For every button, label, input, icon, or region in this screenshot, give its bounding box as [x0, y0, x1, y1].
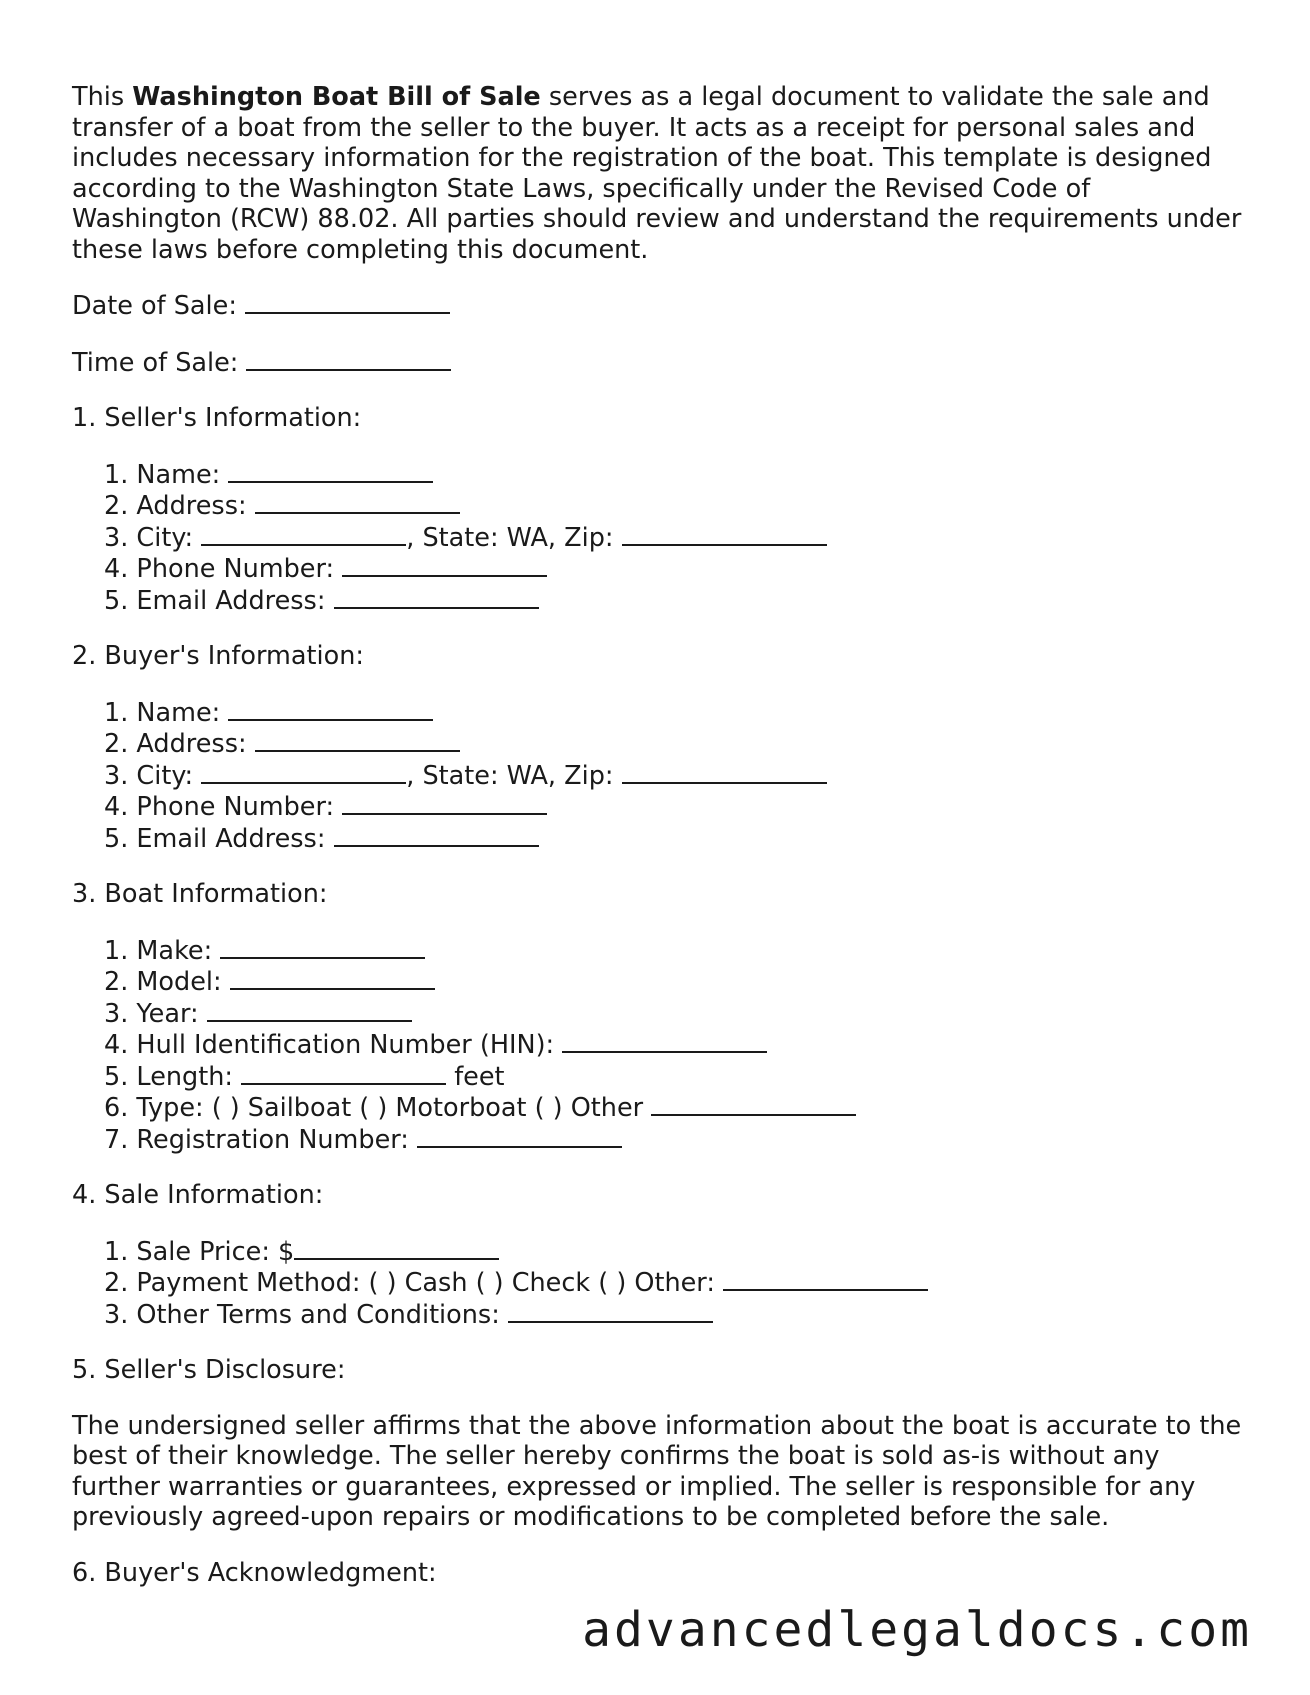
boat-type-row: [104, 1092, 1242, 1124]
sale-payment-label: 2. Payment Method: ( ) Cash ( ) Check ( ) Other:: [104, 1268, 715, 1298]
seller-name-label: 1. Name:: [104, 459, 221, 490]
seller-state-zip-label: , State: WA, Zip:: [406, 522, 614, 553]
buyer-city-row: [104, 760, 1242, 792]
boat-registration-label: 7. Registration Number:: [104, 1124, 409, 1155]
boat-make-row: [104, 935, 1242, 967]
boat-year-label: 3. Year:: [104, 998, 199, 1029]
buyer-phone-row: [104, 791, 1242, 823]
buyer-address-label: 2. Address:: [104, 729, 247, 759]
time-of-sale-field[interactable]: [246, 347, 451, 371]
time-of-sale-row: [72, 347, 1242, 379]
seller-address-label: 2. Address:: [104, 491, 247, 521]
disclosure-text: The undersigned seller affirms that the above information about the boat is accurate to the best of their knowledge. The seller hereby confirms the boat is sold as-is without any further warranties or guarantees, expressed or implied. The seller is responsible for any previously agreed-upon repairs or modifications to be completed before the sale.: [72, 1410, 1242, 1532]
seller-fields: [104, 459, 1242, 617]
acknowledgment-heading: 6. Buyer's Acknowledgment:: [72, 1557, 437, 1588]
boat-hin-row: [104, 1029, 1242, 1061]
seller-email-field[interactable]: [334, 585, 539, 609]
seller-zip-field[interactable]: [622, 522, 827, 546]
seller-phone-label: 4. Phone Number:: [104, 554, 335, 584]
sale-price-field[interactable]: [294, 1236, 499, 1260]
disclosure-heading: 5. Seller's Disclosure:: [72, 1355, 346, 1385]
buyer-fields: [104, 697, 1242, 855]
boat-model-row: [104, 966, 1242, 998]
boat-length-field[interactable]: [241, 1061, 446, 1085]
seller-city-row: [104, 522, 1242, 554]
sale-fields: [104, 1236, 1242, 1331]
boat-registration-field[interactable]: [417, 1124, 622, 1148]
date-of-sale-label: Date of Sale:: [72, 291, 237, 321]
sale-payment-row: [104, 1267, 1242, 1299]
boat-hin-label: 4. Hull Identification Number (HIN):: [104, 1030, 555, 1060]
document-page: [72, 82, 1242, 1613]
boat-model-field[interactable]: [230, 966, 435, 990]
sale-price-label: 1. Sale Price: $: [104, 1236, 295, 1267]
sale-terms-row: [104, 1299, 1242, 1331]
sale-price-row: [104, 1236, 1242, 1268]
buyer-name-field[interactable]: [228, 697, 433, 721]
buyer-heading: 2. Buyer's Information:: [72, 641, 364, 671]
buyer-email-field[interactable]: [334, 823, 539, 847]
boat-type-label: 6. Type: ( ) Sailboat ( ) Motorboat ( ) Other: [104, 1093, 644, 1123]
intro-prefix: This: [72, 82, 133, 112]
boat-year-row: [104, 998, 1242, 1030]
date-of-sale-field[interactable]: [245, 290, 450, 314]
boat-fields: [104, 935, 1242, 1156]
boat-make-label: 1. Make:: [104, 935, 213, 966]
sale-terms-label: 3. Other Terms and Conditions:: [104, 1299, 500, 1330]
buyer-email-label: 5. Email Address:: [104, 823, 326, 854]
buyer-address-row: [104, 728, 1242, 760]
boat-type-other-field[interactable]: [651, 1092, 856, 1116]
intro-paragraph: [72, 82, 1242, 265]
boat-length-unit: feet: [454, 1061, 505, 1092]
boat-model-label: 2. Model:: [104, 967, 222, 997]
seller-city-field[interactable]: [201, 522, 406, 546]
sale-payment-other-field[interactable]: [723, 1267, 928, 1291]
seller-phone-row: [104, 553, 1242, 585]
buyer-name-label: 1. Name:: [104, 697, 221, 728]
seller-email-label: 5. Email Address:: [104, 585, 326, 616]
sale-heading: 4. Sale Information:: [72, 1180, 324, 1210]
seller-address-field[interactable]: [255, 490, 460, 514]
boat-make-field[interactable]: [220, 935, 425, 959]
seller-email-row: [104, 585, 1242, 617]
buyer-phone-field[interactable]: [342, 791, 547, 815]
time-of-sale-label: Time of Sale:: [72, 347, 239, 378]
seller-name-row: [104, 459, 1242, 491]
buyer-city-label: 3. City:: [104, 760, 194, 791]
seller-name-field[interactable]: [228, 459, 433, 483]
document-title: Washington Boat Bill of Sale: [132, 82, 541, 112]
seller-phone-field[interactable]: [342, 553, 547, 577]
sale-terms-field[interactable]: [508, 1299, 713, 1323]
buyer-state-zip-label: , State: WA, Zip:: [406, 760, 614, 791]
boat-length-label: 5. Length:: [104, 1061, 233, 1092]
seller-city-label: 3. City:: [104, 522, 194, 553]
boat-registration-row: [104, 1124, 1242, 1156]
boat-hin-field[interactable]: [562, 1029, 767, 1053]
buyer-city-field[interactable]: [201, 760, 406, 784]
buyer-name-row: [104, 697, 1242, 729]
buyer-address-field[interactable]: [255, 728, 460, 752]
intro-text: serves as a legal document to validate the sale and transfer of a boat from the seller to the buyer. It acts as a receipt for personal sales and includes necessary information for the registration of the boat. This template is designed according to the Washington State Laws, specifically under the Revised Code of Washington (RCW) 88.02. All parties should review and understand the requirements under these laws before completing this document.: [72, 82, 1242, 265]
buyer-email-row: [104, 823, 1242, 855]
date-of-sale-row: [72, 290, 1242, 322]
boat-year-field[interactable]: [207, 998, 412, 1022]
buyer-zip-field[interactable]: [622, 760, 827, 784]
buyer-phone-label: 4. Phone Number:: [104, 792, 335, 822]
boat-heading: 3. Boat Information:: [72, 879, 328, 909]
boat-length-row: [104, 1061, 1242, 1093]
watermark: advancedlegaldocs.com: [582, 1602, 1252, 1658]
seller-address-row: [104, 490, 1242, 522]
seller-heading: 1. Seller's Information:: [72, 403, 362, 433]
